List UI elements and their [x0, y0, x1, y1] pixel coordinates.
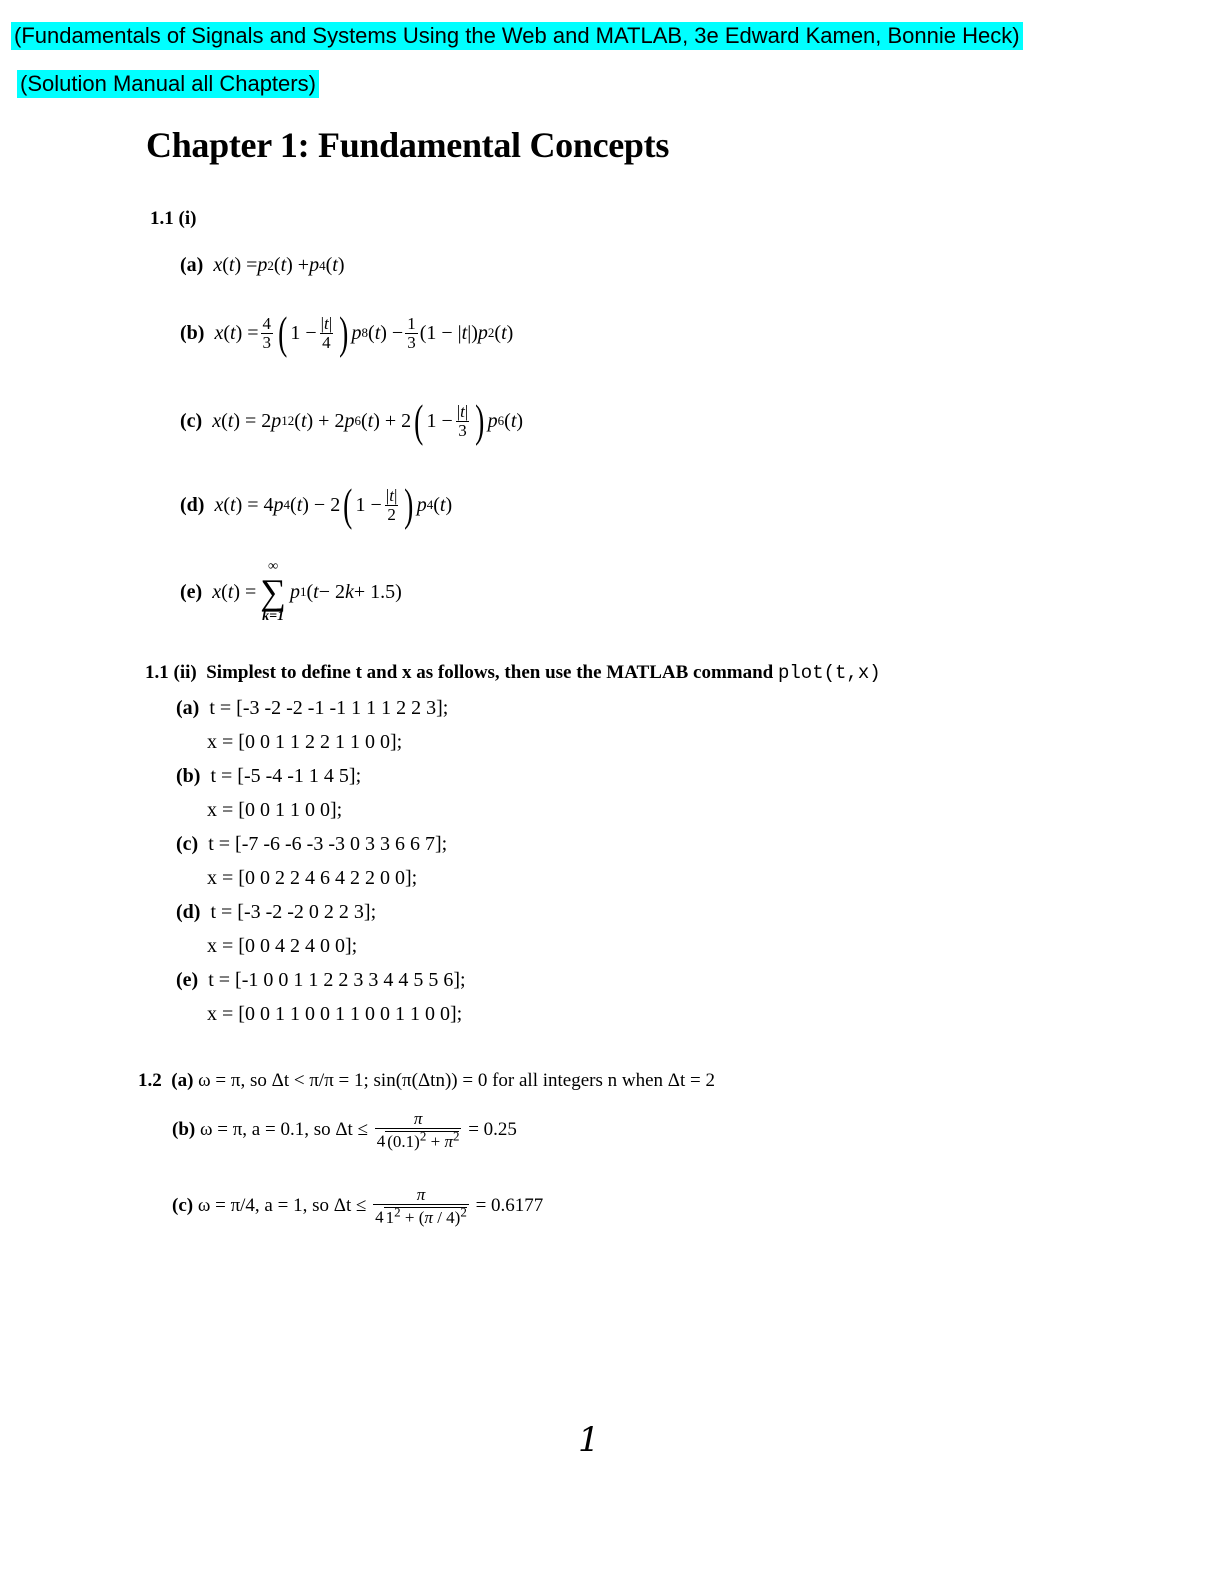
item-label: (d) — [180, 493, 205, 516]
section-label-1-1-i: 1.1 (i) — [150, 208, 197, 229]
matlab-d-t: (d) t = [-3 -2 -2 0 2 2 3]; — [176, 901, 377, 923]
item-label: (b) — [180, 321, 205, 344]
item-label: (a) — [171, 1070, 194, 1091]
section-label-1-2: 1.2 — [138, 1070, 162, 1091]
matlab-d-x: x = [0 0 4 2 4 0 0]; — [207, 935, 358, 957]
header-title-line: (Fundamentals of Signals and Systems Using the Web and MATLAB, 3e Edward Kamen, Bonnie Heck) — [11, 22, 1023, 50]
matlab-a-t: (a) t = [-3 -2 -2 -1 -1 1 1 1 2 2 3]; — [176, 697, 449, 719]
eq-1-1-i-b: (b) x ( t ) = $\frac{4}{3}$ ( 1 − $\frac{|t|}{4}$ ) p 8 ( t ) − $\frac{1}{3}$ (1 − | t |) p 2 ( t ) — [180, 307, 514, 358]
eq-1-2-a — [138, 1070, 715, 1092]
eq-1-1-i-d: (d) x ( t ) = 4 p 4 ( t ) − 2 ( 1 − $\frac{|t|}{2}$ ) p 4 ( t ) — [180, 479, 453, 530]
intro-text: Simplest to define t and x as follows, then use the MATLAB command — [206, 662, 774, 683]
matlab-c-t: (c) t = [-7 -6 -6 -3 -3 0 3 3 6 6 7]; — [176, 833, 448, 855]
eq-1-1-i-a: (a) x ( t ) = p 2 ( t ) + p 4 ( t ) — [180, 254, 345, 276]
answer-text: ω = π, so Δt < π/π = 1; sin(π(Δtn)) = 0 for all integers n when Δt = 2 — [198, 1070, 715, 1091]
chapter-title: Chapter 1: Fundamental Concepts — [146, 125, 670, 165]
item-label: (c) — [180, 409, 203, 432]
matlab-a-x: x = [0 0 1 1 2 2 1 1 0 0]; — [207, 731, 403, 753]
header-subtitle-line: (Solution Manual all Chapters) — [17, 70, 319, 98]
matlab-e-t: (e) t = [-1 0 0 1 1 2 2 3 3 4 4 5 5 6]; — [176, 969, 466, 991]
matlab-command: plot(t,x) — [778, 662, 881, 684]
matlab-c-x: x = [0 0 2 2 4 6 4 2 2 0 0]; — [207, 867, 418, 889]
section-1-1-ii-intro — [145, 662, 881, 684]
matlab-b-x: x = [0 0 1 1 0 0]; — [207, 799, 343, 821]
item-label: (a) — [180, 254, 204, 276]
eq-1-1-i-e: (e) x ( t ) = ∞ ∑ k=1 p 1 ( t − 2 k + 1.5) — [180, 559, 402, 624]
matlab-e-x: x = [0 0 1 1 0 0 1 1 0 0 1 1 0 0]; — [207, 1003, 463, 1025]
section-label-1-1-ii: 1.1 (ii) — [145, 662, 197, 683]
eq-1-2-b: (b) ω = π, a = 0.1, so Δt ≤ $\frac{\pi}{4 (0.1)^2 + \pi^2}$ = 0.25 — [172, 1109, 517, 1151]
eq-1-1-i-c: (c) x ( t ) = 2 p 12 ( t ) + 2 p 6 ( t ) + 2 ( 1 − $\frac{|t|}{3}$ ) p 6 ( t ) — [180, 395, 524, 446]
eq-1-2-c: (c) ω = π/4, a = 1, so Δt ≤ $\frac{\pi}{4 1^2 + (\pi / 4)^2}$ = 0.6177 — [172, 1185, 544, 1227]
item-label: (e) — [180, 580, 203, 603]
matlab-b-t: (b) t = [-5 -4 -1 1 4 5]; — [176, 765, 362, 787]
page-number: 1 — [578, 1420, 600, 1460]
